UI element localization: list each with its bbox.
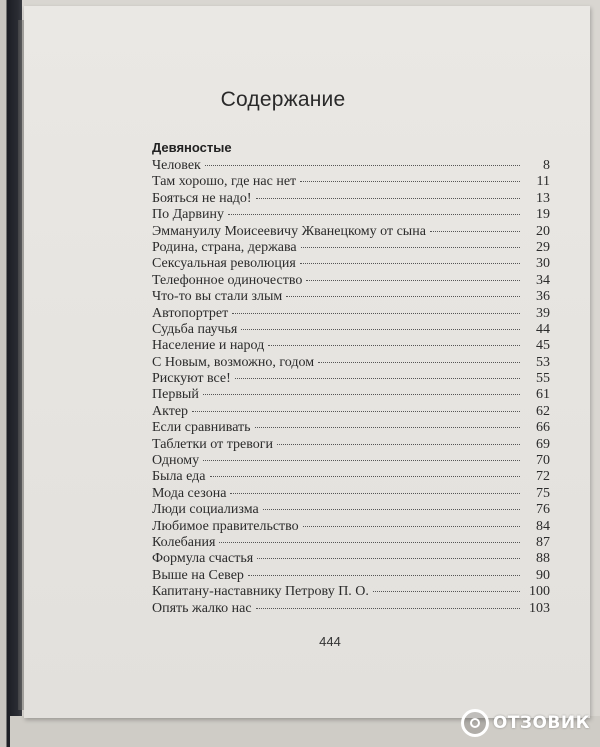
otzovik-logo-icon xyxy=(461,709,489,737)
toc-entry xyxy=(152,306,550,322)
toc-entry xyxy=(152,519,550,535)
toc-entry xyxy=(152,486,550,502)
toc-entry xyxy=(152,224,550,240)
toc-dot-leader xyxy=(232,313,520,314)
table-of-contents xyxy=(152,158,550,617)
toc-entry-title: Телефонное одиночество xyxy=(152,272,303,288)
toc-dot-leader xyxy=(241,329,520,330)
toc-entry xyxy=(152,453,550,469)
toc-entry-title: Колебания xyxy=(152,534,216,550)
contents-title: Содержание xyxy=(220,88,346,111)
toc-dot-leader xyxy=(303,526,520,527)
toc-entry-page: 11 xyxy=(536,174,550,190)
toc-dot-leader xyxy=(257,558,520,559)
toc-entry-page: 69 xyxy=(536,436,550,452)
toc-dot-leader xyxy=(277,444,520,445)
toc-entry-page: 13 xyxy=(536,190,550,206)
toc-entry-page: 66 xyxy=(536,420,550,436)
toc-entry-page: 76 xyxy=(536,502,550,518)
toc-entry-page: 8 xyxy=(543,158,550,173)
toc-entry-title: Люди социализма xyxy=(152,502,259,518)
toc-entry-page: 70 xyxy=(536,453,550,469)
toc-entry-title: Выше на Север xyxy=(152,567,244,583)
toc-entry-page: 36 xyxy=(536,289,550,305)
toc-entry xyxy=(152,355,550,371)
toc-entry xyxy=(152,584,550,600)
toc-entry-page: 34 xyxy=(536,272,550,288)
toc-entry xyxy=(152,240,550,256)
toc-entry-title: Любимое правительство xyxy=(152,518,299,534)
toc-dot-leader xyxy=(210,476,520,477)
toc-entry xyxy=(152,387,550,403)
toc-dot-leader xyxy=(230,493,520,494)
toc-entry-page: 62 xyxy=(536,403,550,419)
toc-entry-title: Судьба паучья xyxy=(152,321,238,337)
toc-dot-leader xyxy=(263,509,520,510)
toc-dot-leader xyxy=(286,296,520,297)
toc-entry xyxy=(152,174,550,190)
toc-entry-title: Формула счастья xyxy=(152,551,254,567)
toc-entry xyxy=(152,273,550,289)
toc-dot-leader xyxy=(300,181,520,182)
toc-entry-title: Население и народ xyxy=(152,338,265,354)
toc-entry xyxy=(152,535,550,551)
toc-dot-leader xyxy=(318,362,520,363)
toc-entry-title: Первый xyxy=(152,387,199,403)
toc-entry-page: 55 xyxy=(536,371,550,387)
toc-entry-page: 100 xyxy=(529,584,550,600)
toc-entry xyxy=(152,371,550,387)
toc-entry-title: Таблетки от тревоги xyxy=(152,436,273,452)
toc-entry xyxy=(152,551,550,567)
toc-entry xyxy=(152,158,550,174)
toc-entry-page: 45 xyxy=(536,338,550,354)
toc-entry xyxy=(152,601,550,617)
toc-entry-page: 61 xyxy=(536,387,550,403)
toc-entry-title: Человек xyxy=(152,158,201,173)
toc-entry-title: Мода сезона xyxy=(152,485,227,501)
toc-dot-leader xyxy=(256,608,520,609)
toc-dot-leader xyxy=(203,394,520,395)
toc-entry-title: По Дарвину xyxy=(152,207,224,223)
toc-entry-title: Сексуальная революция xyxy=(152,256,296,272)
toc-dot-leader xyxy=(430,231,520,232)
toc-entry-title: Родина, страна, держава xyxy=(152,239,297,255)
toc-dot-leader xyxy=(228,214,520,215)
toc-dot-leader xyxy=(205,165,520,166)
toc-entry-title: С Новым, возможно, годом xyxy=(152,354,315,370)
toc-entry-title: Если сравнивать xyxy=(152,420,251,436)
toc-dot-leader xyxy=(192,411,520,412)
toc-dot-leader xyxy=(256,198,520,199)
toc-entry-title: Бояться не надо! xyxy=(152,190,252,206)
toc-dot-leader xyxy=(255,427,520,428)
toc-dot-leader xyxy=(203,460,520,461)
toc-entry xyxy=(152,207,550,223)
toc-entry-page: 72 xyxy=(536,469,550,485)
watermark xyxy=(461,706,590,740)
toc-dot-leader xyxy=(300,263,520,264)
section-heading: Девяностые xyxy=(152,140,232,155)
toc-entry-title: Что-то вы стали злым xyxy=(152,289,283,305)
toc-entry xyxy=(152,437,550,453)
toc-entry xyxy=(152,322,550,338)
toc-entry-page: 103 xyxy=(529,600,550,616)
toc-dot-leader xyxy=(301,247,520,248)
toc-entry-page: 90 xyxy=(536,567,550,583)
toc-entry-page: 29 xyxy=(536,239,550,255)
toc-entry-title: Была еда xyxy=(152,469,206,485)
toc-dot-leader xyxy=(306,280,520,281)
toc-dot-leader xyxy=(373,591,520,592)
toc-entry-page: 44 xyxy=(536,321,550,337)
toc-entry-page: 84 xyxy=(536,518,550,534)
toc-entry xyxy=(152,289,550,305)
page-number: 444 xyxy=(319,634,341,649)
toc-entry-title: Эммануилу Моисеевичу Жванецкому от сына xyxy=(152,223,426,239)
toc-entry-title: Одному xyxy=(152,453,200,469)
toc-entry-title: Актер xyxy=(152,403,189,419)
toc-entry-title: Там хорошо, где нас нет xyxy=(152,174,297,190)
toc-entry-page: 75 xyxy=(536,485,550,501)
toc-dot-leader xyxy=(248,575,520,576)
toc-dot-leader xyxy=(235,378,520,379)
toc-entry-page: 39 xyxy=(536,305,550,321)
toc-entry-title: Капитану-наставнику Петрову П. О. xyxy=(152,584,369,600)
book-page xyxy=(24,6,590,718)
watermark-text: ОТЗОВИК xyxy=(492,713,590,733)
toc-entry-page: 53 xyxy=(536,354,550,370)
toc-entry xyxy=(152,256,550,272)
toc-entry-page: 88 xyxy=(536,551,550,567)
toc-entry-page: 19 xyxy=(536,207,550,223)
toc-dot-leader xyxy=(268,345,520,346)
toc-entry xyxy=(152,469,550,485)
toc-entry-title: Рискуют все! xyxy=(152,371,231,387)
toc-entry-page: 87 xyxy=(536,534,550,550)
toc-entry xyxy=(152,191,550,207)
toc-entry xyxy=(152,502,550,518)
toc-entry xyxy=(152,420,550,436)
toc-dot-leader xyxy=(219,542,520,543)
toc-entry-title: Опять жалко нас xyxy=(152,600,252,616)
toc-entry xyxy=(152,568,550,584)
toc-entry-page: 20 xyxy=(536,223,550,239)
toc-entry xyxy=(152,338,550,354)
toc-entry xyxy=(152,404,550,420)
toc-entry-title: Автопортрет xyxy=(152,305,229,321)
toc-entry-page: 30 xyxy=(536,256,550,272)
